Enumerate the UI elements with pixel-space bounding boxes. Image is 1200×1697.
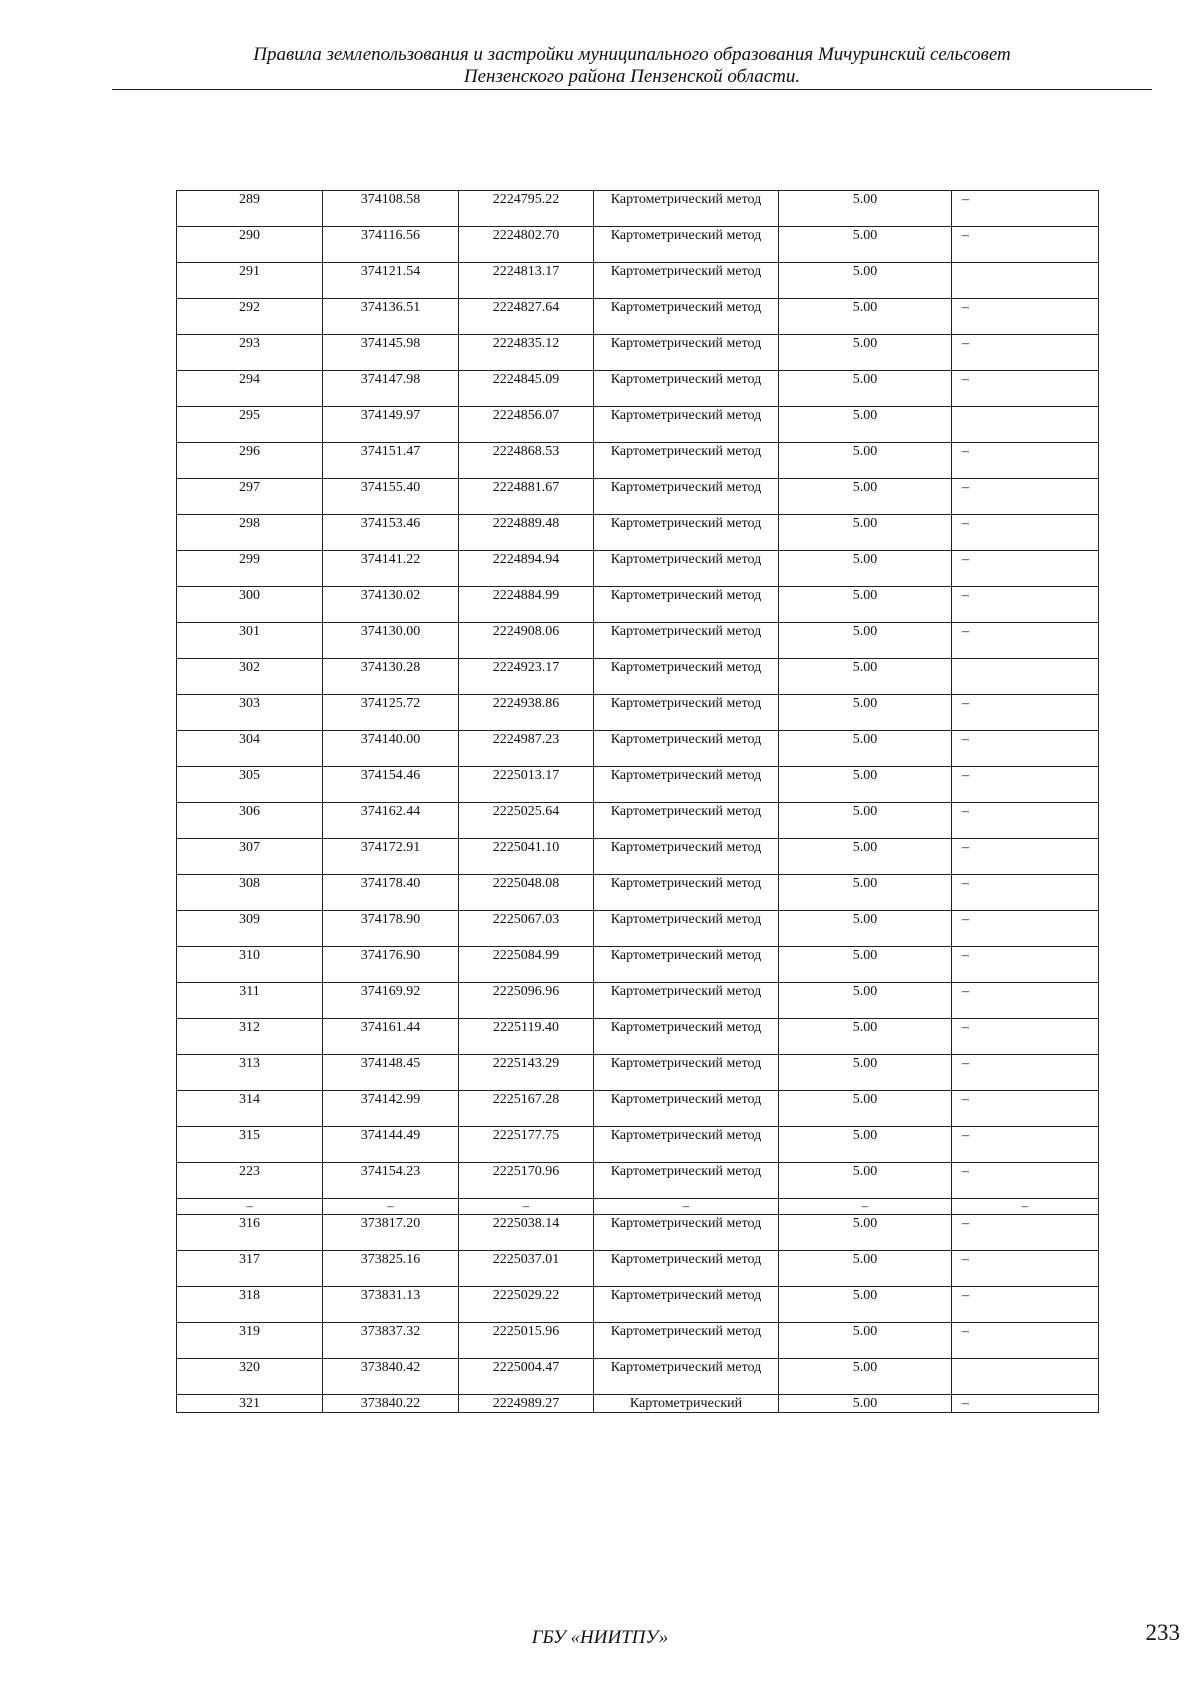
y-coordinate-cell: 2224868.53 — [459, 443, 594, 479]
table-row — [177, 515, 1099, 551]
accuracy-cell: 5.00 — [779, 1323, 952, 1359]
x-coordinate-cell: 374169.92 — [323, 983, 459, 1019]
method-cell: Картометрический метод — [594, 227, 779, 263]
note-cell: – — [952, 731, 1099, 767]
accuracy-cell: 5.00 — [779, 1127, 952, 1163]
x-coordinate-cell: 374140.00 — [323, 731, 459, 767]
point-number-cell: – — [177, 1199, 323, 1215]
table-row — [177, 191, 1099, 227]
table-row — [177, 695, 1099, 731]
note-cell: – — [952, 839, 1099, 875]
table-row — [177, 1091, 1099, 1127]
method-cell: Картометрический метод — [594, 1251, 779, 1287]
table-row — [177, 551, 1099, 587]
method-cell: Картометрический метод — [594, 911, 779, 947]
point-number-cell: 309 — [177, 911, 323, 947]
point-number-cell: 302 — [177, 659, 323, 695]
x-coordinate-cell: 374130.00 — [323, 623, 459, 659]
note-cell: – — [952, 875, 1099, 911]
header-rule — [112, 89, 1152, 90]
accuracy-cell: 5.00 — [779, 479, 952, 515]
method-cell: Картометрический метод — [594, 1215, 779, 1251]
y-coordinate-cell: – — [459, 1199, 594, 1215]
accuracy-cell: 5.00 — [779, 587, 952, 623]
note-cell: – — [952, 1055, 1099, 1091]
y-coordinate-cell: 2224856.07 — [459, 407, 594, 443]
table-row — [177, 947, 1099, 983]
table-row — [177, 1163, 1099, 1199]
table-row — [177, 839, 1099, 875]
note-cell: – — [952, 1019, 1099, 1055]
accuracy-cell: 5.00 — [779, 335, 952, 371]
x-coordinate-cell: 374141.22 — [323, 551, 459, 587]
accuracy-cell: 5.00 — [779, 839, 952, 875]
accuracy-cell: 5.00 — [779, 767, 952, 803]
y-coordinate-cell: 2225015.96 — [459, 1323, 594, 1359]
table-row — [177, 875, 1099, 911]
note-cell — [952, 263, 1099, 299]
y-coordinate-cell: 2225037.01 — [459, 1251, 594, 1287]
y-coordinate-cell: 2224923.17 — [459, 659, 594, 695]
y-coordinate-cell: 2225025.64 — [459, 803, 594, 839]
x-coordinate-cell: 374151.47 — [323, 443, 459, 479]
y-coordinate-cell: 2225048.08 — [459, 875, 594, 911]
point-number-cell: 307 — [177, 839, 323, 875]
y-coordinate-cell: 2225029.22 — [459, 1287, 594, 1323]
table-row — [177, 1019, 1099, 1055]
accuracy-cell: 5.00 — [779, 443, 952, 479]
note-cell: – — [952, 1215, 1099, 1251]
point-number-cell: 297 — [177, 479, 323, 515]
x-coordinate-cell: 373837.32 — [323, 1323, 459, 1359]
x-coordinate-cell: 374148.45 — [323, 1055, 459, 1091]
point-number-cell: 316 — [177, 1215, 323, 1251]
table-row — [177, 479, 1099, 515]
table-row — [177, 1395, 1099, 1413]
accuracy-cell: 5.00 — [779, 911, 952, 947]
point-number-cell: 310 — [177, 947, 323, 983]
method-cell: – — [594, 1199, 779, 1215]
x-coordinate-cell: 374116.56 — [323, 227, 459, 263]
note-cell — [952, 1359, 1099, 1395]
method-cell: Картометрический метод — [594, 551, 779, 587]
y-coordinate-cell: 2225038.14 — [459, 1215, 594, 1251]
note-cell: – — [952, 983, 1099, 1019]
method-cell: Картометрический метод — [594, 623, 779, 659]
table-separator-row — [177, 1199, 1099, 1215]
note-cell: – — [952, 335, 1099, 371]
y-coordinate-cell: 2225096.96 — [459, 983, 594, 1019]
table-row — [177, 767, 1099, 803]
accuracy-cell: 5.00 — [779, 1019, 952, 1055]
method-cell: Картометрический метод — [594, 191, 779, 227]
method-cell: Картометрический метод — [594, 479, 779, 515]
method-cell: Картометрический метод — [594, 1055, 779, 1091]
table-row — [177, 1251, 1099, 1287]
y-coordinate-cell: 2224827.64 — [459, 299, 594, 335]
accuracy-cell: 5.00 — [779, 263, 952, 299]
document-header — [112, 44, 1152, 88]
page-number: 233 — [1145, 1620, 1180, 1645]
method-cell: Картометрический метод — [594, 803, 779, 839]
method-cell: Картометрический метод — [594, 695, 779, 731]
table-row — [177, 1359, 1099, 1395]
method-cell: Картометрический метод — [594, 659, 779, 695]
table-row — [177, 371, 1099, 407]
accuracy-cell: 5.00 — [779, 227, 952, 263]
note-cell — [952, 407, 1099, 443]
method-cell: Картометрический метод — [594, 1287, 779, 1323]
x-coordinate-cell: 374172.91 — [323, 839, 459, 875]
y-coordinate-cell: 2225119.40 — [459, 1019, 594, 1055]
note-cell: – — [952, 911, 1099, 947]
x-coordinate-cell: 374153.46 — [323, 515, 459, 551]
accuracy-cell: 5.00 — [779, 983, 952, 1019]
method-cell: Картометрический метод — [594, 335, 779, 371]
note-cell: – — [952, 1199, 1099, 1215]
x-coordinate-cell: 374145.98 — [323, 335, 459, 371]
point-number-cell: 298 — [177, 515, 323, 551]
note-cell: – — [952, 443, 1099, 479]
y-coordinate-cell: 2225170.96 — [459, 1163, 594, 1199]
table-row — [177, 623, 1099, 659]
coordinates-table-body — [177, 191, 1099, 1413]
x-coordinate-cell: 374125.72 — [323, 695, 459, 731]
x-coordinate-cell: 374108.58 — [323, 191, 459, 227]
x-coordinate-cell: 374136.51 — [323, 299, 459, 335]
method-cell: Картометрический метод — [594, 983, 779, 1019]
method-cell: Картометрический метод — [594, 263, 779, 299]
table-row — [177, 407, 1099, 443]
method-cell: Картометрический метод — [594, 1323, 779, 1359]
x-coordinate-cell: 373817.20 — [323, 1215, 459, 1251]
method-cell: Картометрический метод — [594, 1019, 779, 1055]
method-cell: Картометрический метод — [594, 1127, 779, 1163]
point-number-cell: 321 — [177, 1395, 323, 1413]
note-cell: – — [952, 1251, 1099, 1287]
note-cell: – — [952, 1323, 1099, 1359]
accuracy-cell: 5.00 — [779, 551, 952, 587]
note-cell: – — [952, 623, 1099, 659]
note-cell: – — [952, 1287, 1099, 1323]
y-coordinate-cell: 2224795.22 — [459, 191, 594, 227]
accuracy-cell: – — [779, 1199, 952, 1215]
table-row — [177, 335, 1099, 371]
note-cell: – — [952, 1127, 1099, 1163]
y-coordinate-cell: 2225143.29 — [459, 1055, 594, 1091]
accuracy-cell: 5.00 — [779, 659, 952, 695]
note-cell: – — [952, 299, 1099, 335]
table-row — [177, 1215, 1099, 1251]
accuracy-cell: 5.00 — [779, 191, 952, 227]
accuracy-cell: 5.00 — [779, 1251, 952, 1287]
point-number-cell: 306 — [177, 803, 323, 839]
note-cell: – — [952, 803, 1099, 839]
method-cell: Картометрический метод — [594, 1091, 779, 1127]
method-cell: Картометрический метод — [594, 767, 779, 803]
note-cell: – — [952, 1163, 1099, 1199]
point-number-cell: 305 — [177, 767, 323, 803]
accuracy-cell: 5.00 — [779, 1287, 952, 1323]
x-coordinate-cell: 374162.44 — [323, 803, 459, 839]
table-row — [177, 263, 1099, 299]
method-cell: Картометрический метод — [594, 731, 779, 767]
method-cell: Картометрический метод — [594, 515, 779, 551]
point-number-cell: 300 — [177, 587, 323, 623]
point-number-cell: 308 — [177, 875, 323, 911]
accuracy-cell: 5.00 — [779, 1395, 952, 1413]
note-cell — [952, 659, 1099, 695]
header-line-1: Правила землепользования и застройки муниципального образования Мичуринский сельсовет — [253, 44, 1011, 65]
method-cell: Картометрический метод — [594, 371, 779, 407]
x-coordinate-cell: 373840.42 — [323, 1359, 459, 1395]
y-coordinate-cell: 2225167.28 — [459, 1091, 594, 1127]
x-coordinate-cell: 374178.40 — [323, 875, 459, 911]
note-cell: – — [952, 947, 1099, 983]
note-cell: – — [952, 479, 1099, 515]
accuracy-cell: 5.00 — [779, 947, 952, 983]
y-coordinate-cell: 2225177.75 — [459, 1127, 594, 1163]
accuracy-cell: 5.00 — [779, 299, 952, 335]
x-coordinate-cell: 374176.90 — [323, 947, 459, 983]
table-row — [177, 1055, 1099, 1091]
accuracy-cell: 5.00 — [779, 695, 952, 731]
footer-org: ГБУ «НИИТПУ» — [531, 1627, 669, 1648]
point-number-cell: 311 — [177, 983, 323, 1019]
point-number-cell: 317 — [177, 1251, 323, 1287]
x-coordinate-cell: 374178.90 — [323, 911, 459, 947]
note-cell: – — [952, 695, 1099, 731]
accuracy-cell: 5.00 — [779, 803, 952, 839]
table-row — [177, 1127, 1099, 1163]
table-row — [177, 1287, 1099, 1323]
x-coordinate-cell: 374154.46 — [323, 767, 459, 803]
x-coordinate-cell: 374130.02 — [323, 587, 459, 623]
table-row — [177, 227, 1099, 263]
note-cell: – — [952, 767, 1099, 803]
method-cell: Картометрический — [594, 1395, 779, 1413]
point-number-cell: 223 — [177, 1163, 323, 1199]
y-coordinate-cell: 2224889.48 — [459, 515, 594, 551]
accuracy-cell: 5.00 — [779, 1215, 952, 1251]
method-cell: Картометрический метод — [594, 587, 779, 623]
point-number-cell: 303 — [177, 695, 323, 731]
point-number-cell: 292 — [177, 299, 323, 335]
point-number-cell: 291 — [177, 263, 323, 299]
point-number-cell: 314 — [177, 1091, 323, 1127]
note-cell: – — [952, 551, 1099, 587]
header-line-2: Пензенского района Пензенской области. — [463, 66, 801, 87]
point-number-cell: 293 — [177, 335, 323, 371]
point-number-cell: 315 — [177, 1127, 323, 1163]
accuracy-cell: 5.00 — [779, 1091, 952, 1127]
y-coordinate-cell: 2224894.94 — [459, 551, 594, 587]
point-number-cell: 312 — [177, 1019, 323, 1055]
method-cell: Картометрический метод — [594, 1359, 779, 1395]
x-coordinate-cell: 374144.49 — [323, 1127, 459, 1163]
table-row — [177, 1323, 1099, 1359]
y-coordinate-cell: 2225041.10 — [459, 839, 594, 875]
y-coordinate-cell: 2225067.03 — [459, 911, 594, 947]
method-cell: Картометрический метод — [594, 1163, 779, 1199]
method-cell: Картометрический метод — [594, 407, 779, 443]
table-row — [177, 587, 1099, 623]
x-coordinate-cell: 373831.13 — [323, 1287, 459, 1323]
x-coordinate-cell: 374154.23 — [323, 1163, 459, 1199]
table-row — [177, 443, 1099, 479]
x-coordinate-cell: 374130.28 — [323, 659, 459, 695]
y-coordinate-cell: 2224835.12 — [459, 335, 594, 371]
method-cell: Картометрический метод — [594, 875, 779, 911]
coordinates-table — [176, 190, 1099, 1413]
note-cell: – — [952, 191, 1099, 227]
accuracy-cell: 5.00 — [779, 371, 952, 407]
y-coordinate-cell: 2224989.27 — [459, 1395, 594, 1413]
point-number-cell: 296 — [177, 443, 323, 479]
accuracy-cell: 5.00 — [779, 515, 952, 551]
accuracy-cell: 5.00 — [779, 407, 952, 443]
table-row — [177, 659, 1099, 695]
point-number-cell: 290 — [177, 227, 323, 263]
method-cell: Картометрический метод — [594, 947, 779, 983]
point-number-cell: 320 — [177, 1359, 323, 1395]
table-row — [177, 731, 1099, 767]
x-coordinate-cell: 374155.40 — [323, 479, 459, 515]
accuracy-cell: 5.00 — [779, 623, 952, 659]
note-cell: – — [952, 227, 1099, 263]
accuracy-cell: 5.00 — [779, 1055, 952, 1091]
x-coordinate-cell: 374142.99 — [323, 1091, 459, 1127]
y-coordinate-cell: 2224987.23 — [459, 731, 594, 767]
y-coordinate-cell: 2224938.86 — [459, 695, 594, 731]
x-coordinate-cell: 374121.54 — [323, 263, 459, 299]
method-cell: Картометрический метод — [594, 839, 779, 875]
x-coordinate-cell: 373840.22 — [323, 1395, 459, 1413]
note-cell: – — [952, 1395, 1099, 1413]
x-coordinate-cell: – — [323, 1199, 459, 1215]
accuracy-cell: 5.00 — [779, 875, 952, 911]
point-number-cell: 295 — [177, 407, 323, 443]
y-coordinate-cell: 2225084.99 — [459, 947, 594, 983]
note-cell: – — [952, 587, 1099, 623]
y-coordinate-cell: 2224881.67 — [459, 479, 594, 515]
table-row — [177, 983, 1099, 1019]
table-row — [177, 299, 1099, 335]
y-coordinate-cell: 2225004.47 — [459, 1359, 594, 1395]
accuracy-cell: 5.00 — [779, 1359, 952, 1395]
point-number-cell: 299 — [177, 551, 323, 587]
coordinates-table-container — [176, 190, 1098, 1413]
y-coordinate-cell: 2224802.70 — [459, 227, 594, 263]
point-number-cell: 294 — [177, 371, 323, 407]
point-number-cell: 301 — [177, 623, 323, 659]
accuracy-cell: 5.00 — [779, 731, 952, 767]
x-coordinate-cell: 374161.44 — [323, 1019, 459, 1055]
y-coordinate-cell: 2224845.09 — [459, 371, 594, 407]
note-cell: – — [952, 515, 1099, 551]
point-number-cell: 313 — [177, 1055, 323, 1091]
method-cell: Картометрический метод — [594, 443, 779, 479]
x-coordinate-cell: 374147.98 — [323, 371, 459, 407]
x-coordinate-cell: 374149.97 — [323, 407, 459, 443]
point-number-cell: 289 — [177, 191, 323, 227]
point-number-cell: 319 — [177, 1323, 323, 1359]
table-row — [177, 911, 1099, 947]
note-cell: – — [952, 1091, 1099, 1127]
y-coordinate-cell: 2224884.99 — [459, 587, 594, 623]
point-number-cell: 304 — [177, 731, 323, 767]
y-coordinate-cell: 2224908.06 — [459, 623, 594, 659]
x-coordinate-cell: 373825.16 — [323, 1251, 459, 1287]
note-cell: – — [952, 371, 1099, 407]
point-number-cell: 318 — [177, 1287, 323, 1323]
y-coordinate-cell: 2225013.17 — [459, 767, 594, 803]
accuracy-cell: 5.00 — [779, 1163, 952, 1199]
y-coordinate-cell: 2224813.17 — [459, 263, 594, 299]
table-row — [177, 803, 1099, 839]
method-cell: Картометрический метод — [594, 299, 779, 335]
